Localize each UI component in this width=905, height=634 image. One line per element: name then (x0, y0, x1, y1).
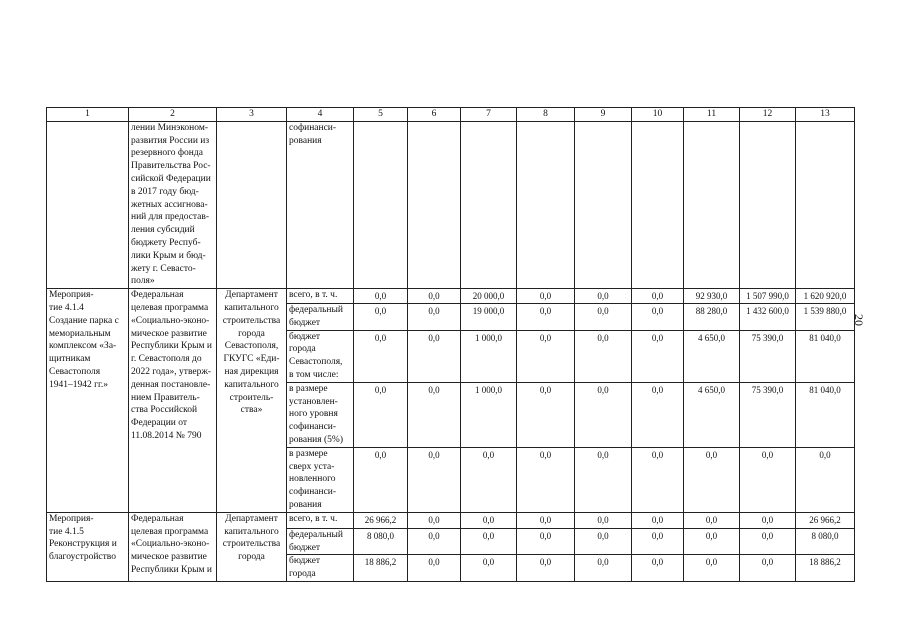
amount-cell: 0,0 (575, 289, 632, 304)
amount-cell: 0,0 (408, 382, 461, 447)
amount-cell: 0,0 (684, 447, 740, 512)
amount-cell: 0,0 (684, 555, 740, 582)
column-number: 12 (740, 108, 796, 122)
header-row (47, 108, 855, 122)
amount-cell: 1 539 880,0 (796, 303, 855, 330)
amount-cell: 0,0 (632, 289, 684, 304)
amount-cell: 0,0 (408, 528, 461, 555)
amount-cell: 0,0 (740, 512, 796, 528)
amount-cell: 0,0 (632, 382, 684, 447)
amount-cell: 18 886,2 (354, 555, 408, 582)
amount-cell: 0,0 (517, 555, 575, 582)
program-name: Федеральная целевая программа «Социально-эконо- мическое развитие Республики Крым и г. Севастополя до 2022 года», утверж- денная постановле- нием Правитель- ства Российской Федерации от 11.08.2014 № 790 (129, 289, 217, 513)
column-number: 9 (575, 108, 632, 122)
measure-name: Мероприя- тие 4.1.4 Создание парка с мемориальным комплексом «За- щитникам Севастополя 1941–1942 гг.» (47, 289, 129, 513)
amount-cell: 81 040,0 (796, 382, 855, 447)
amount-cell: 92 930,0 (684, 289, 740, 304)
amount-cell: 0,0 (517, 528, 575, 555)
amount-cell: 0,0 (408, 447, 461, 512)
amount-cell: 8 080,0 (796, 528, 855, 555)
executor-name: Департамент капитального строительства города Севастополя, ГКУГС «Еди- ная дирекция капитального строитель- ства» (217, 289, 287, 513)
amount-cell: 0,0 (517, 512, 575, 528)
amount-cell: 0,0 (575, 447, 632, 512)
amount-cell: 75 390,0 (740, 382, 796, 447)
amount-cell: 1 000,0 (461, 330, 517, 382)
page-number: 20 (852, 314, 866, 326)
amount-cell: 0,0 (461, 447, 517, 512)
amount-cell: 0,0 (517, 330, 575, 382)
funding-source: бюджет города (287, 555, 354, 582)
funding-source: бюджет города Севастополя, в том числе: (287, 330, 354, 382)
amount-cell: 0,0 (408, 512, 461, 528)
amount-cell: 0,0 (517, 289, 575, 304)
funding-source: федеральный бюджет (287, 528, 354, 555)
amount-cell: 0,0 (461, 528, 517, 555)
empty-cell (517, 121, 575, 288)
empty-cell (632, 121, 684, 288)
column-number: 4 (287, 108, 354, 122)
amount-cell: 0,0 (354, 289, 408, 304)
table-row (47, 289, 855, 304)
amount-cell: 0,0 (517, 382, 575, 447)
amount-cell: 0,0 (575, 555, 632, 582)
amount-cell: 0,0 (517, 303, 575, 330)
empty-cell (684, 121, 740, 288)
continuation-program-text: лении Минэконом- развития России из резервного фонда Правительства Рос- сийской Федерации в 2017 году бюд- жетных ассигнова- ний для предостав- ления субсидий бюджету Респуб- лики Крым и бюд- жету г. Севасто- поля» (129, 121, 217, 288)
column-number: 10 (632, 108, 684, 122)
amount-cell: 0,0 (354, 330, 408, 382)
empty-cell (408, 121, 461, 288)
column-number: 11 (684, 108, 740, 122)
amount-cell: 0,0 (684, 528, 740, 555)
empty-cell (740, 121, 796, 288)
amount-cell: 0,0 (408, 555, 461, 582)
amount-cell: 20 000,0 (461, 289, 517, 304)
empty-cell (796, 121, 855, 288)
amount-cell: 0,0 (740, 555, 796, 582)
amount-cell: 0,0 (632, 555, 684, 582)
amount-cell: 0,0 (632, 303, 684, 330)
amount-cell: 1 620 920,0 (796, 289, 855, 304)
column-number: 8 (517, 108, 575, 122)
amount-cell: 8 080,0 (354, 528, 408, 555)
table-row (47, 512, 855, 528)
measure-name: Мероприя- тие 4.1.5 Реконструкция и благоустройство (47, 512, 129, 581)
column-number: 1 (47, 108, 129, 122)
funding-source: всего, в т. ч. (287, 512, 354, 528)
program-name: Федеральная целевая программа «Социально-эконо- мическое развитие Республики Крым и (129, 512, 217, 581)
budget-table (46, 107, 855, 582)
amount-cell: 88 280,0 (684, 303, 740, 330)
amount-cell: 26 966,2 (796, 512, 855, 528)
amount-cell: 1 507 990,0 (740, 289, 796, 304)
amount-cell: 0,0 (632, 447, 684, 512)
amount-cell: 19 000,0 (461, 303, 517, 330)
amount-cell: 1 000,0 (461, 382, 517, 447)
amount-cell: 0,0 (517, 447, 575, 512)
amount-cell: 0,0 (575, 528, 632, 555)
continuation-source-text: софинанси- рования (287, 121, 354, 288)
amount-cell: 0,0 (632, 512, 684, 528)
amount-cell: 0,0 (575, 382, 632, 447)
measure-4-1-5-block (47, 512, 855, 581)
amount-cell: 75 390,0 (740, 330, 796, 382)
funding-source: в размере установлен- ного уровня софинанси- рования (5%) (287, 382, 354, 447)
amount-cell: 4 650,0 (684, 382, 740, 447)
column-number: 5 (354, 108, 408, 122)
amount-cell: 0,0 (575, 303, 632, 330)
amount-cell: 0,0 (408, 303, 461, 330)
amount-cell: 0,0 (796, 447, 855, 512)
funding-source: в размере сверх уста- новленного софинанси- рования (287, 447, 354, 512)
measure-4-1-4-block (47, 289, 855, 513)
column-number: 13 (796, 108, 855, 122)
amount-cell: 4 650,0 (684, 330, 740, 382)
continuation-row (47, 121, 855, 288)
funding-source: всего, в т. ч. (287, 289, 354, 304)
amount-cell: 81 040,0 (796, 330, 855, 382)
amount-cell: 0,0 (684, 512, 740, 528)
amount-cell: 0,0 (740, 447, 796, 512)
empty-cell (354, 121, 408, 288)
column-number: 2 (129, 108, 217, 122)
column-number: 3 (217, 108, 287, 122)
empty-cell (575, 121, 632, 288)
amount-cell: 0,0 (354, 447, 408, 512)
column-number: 6 (408, 108, 461, 122)
empty-cell (217, 121, 287, 288)
amount-cell: 0,0 (354, 382, 408, 447)
empty-cell (47, 121, 129, 288)
executor-name: Департамент капитального строительства города (217, 512, 287, 581)
amount-cell: 0,0 (575, 512, 632, 528)
amount-cell: 18 886,2 (796, 555, 855, 582)
empty-cell (461, 121, 517, 288)
amount-cell: 0,0 (461, 512, 517, 528)
amount-cell: 0,0 (632, 528, 684, 555)
amount-cell: 0,0 (632, 330, 684, 382)
column-number: 7 (461, 108, 517, 122)
amount-cell: 0,0 (354, 303, 408, 330)
amount-cell: 0,0 (740, 528, 796, 555)
amount-cell: 0,0 (461, 555, 517, 582)
amount-cell: 26 966,2 (354, 512, 408, 528)
amount-cell: 0,0 (575, 330, 632, 382)
amount-cell: 0,0 (408, 330, 461, 382)
funding-source: федеральный бюджет (287, 303, 354, 330)
amount-cell: 0,0 (408, 289, 461, 304)
amount-cell: 1 432 600,0 (740, 303, 796, 330)
